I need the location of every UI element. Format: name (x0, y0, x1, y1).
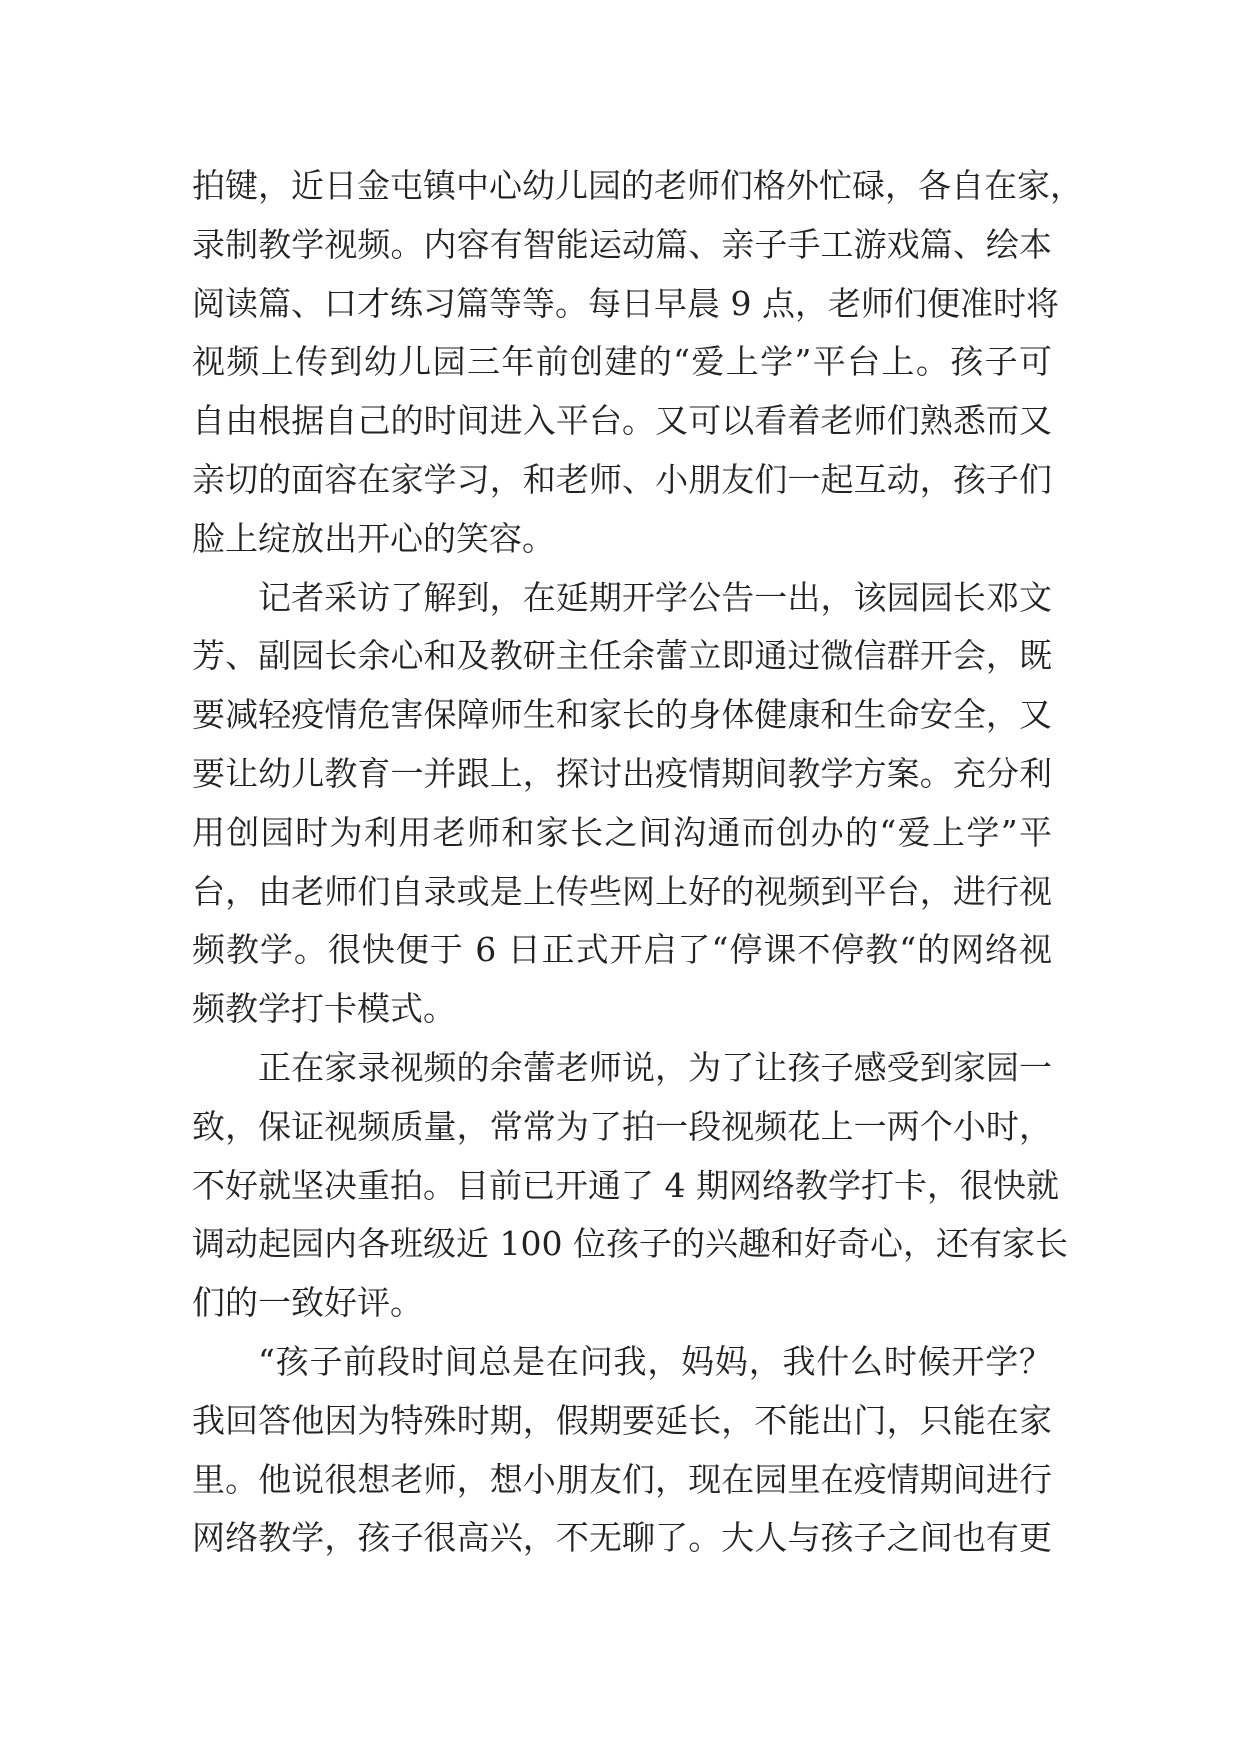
text-line: 阅读篇、口才练习篇等等。每日早晨 9 点，老师们便准时将 (192, 283, 1059, 323)
text-line: 要减轻疫情危害保障师生和家长的身体健康和生命安全，又 (192, 695, 1052, 735)
text-line: 致，保证视频质量，常常为了拍一段视频花上一两个小时， (192, 1106, 1052, 1146)
text-line: 们的一致好评。 (192, 1283, 423, 1323)
text-line: 视频上传到幼儿园三年前创建的“爱上学”平台上。孩子可 (192, 342, 1052, 382)
text-line: 正在家录视频的余蕾老师说，为了让孩子感受到家园一 (258, 1047, 1052, 1087)
text-line: 脸上绽放出开心的笑容。 (192, 518, 555, 558)
text-line: 不好就坚决重拍。目前已开通了 4 期网络教学打卡，很快就 (192, 1165, 1059, 1205)
text-line: 调动起园内各班级近 100 位孩子的兴趣和好奇心，还有家长 (192, 1224, 1068, 1264)
text-line: 芳、副园长余心和及教研主任余蕾立即通过微信群开会，既 (192, 636, 1052, 676)
text-line: 记者采访了解到，在延期开学公告一出，该园园长邓文 (258, 577, 1052, 617)
text-line: 用创园时为利用老师和家长之间沟通而创办的“爱上学”平 (192, 812, 1052, 852)
text-line: 拍键，近日金屯镇中心幼儿园的老师们格外忙碌，各自在家， (192, 166, 1083, 205)
text-line: 网络教学，孩子很高兴，不无聊了。大人与孩子之间也有更 (192, 1518, 1052, 1558)
text-line: 录制教学视频。内容有智能运动篇、亲子手工游戏篇、绘本 (192, 224, 1052, 264)
text-line: 亲切的面容在家学习，和老师、小朋友们一起互动，孩子们 (192, 459, 1052, 499)
text-line: 台，由老师们自录或是上传些网上好的视频到平台，进行视 (192, 871, 1052, 911)
text-line: 里。他说很想老师，想小朋友们，现在园里在疫情期间进行 (192, 1459, 1052, 1499)
text-line: 频教学打卡模式。 (192, 989, 456, 1029)
text-line: 自由根据自己的时间进入平台。又可以看着老师们熟悉而又 (192, 401, 1052, 441)
text-line: 频教学。很快便于 6 日正式开启了“停课不停教“的网络视 (192, 930, 1052, 970)
text-line: 要让幼儿教育一并跟上，探讨出疫情期间教学方案。充分利 (192, 753, 1052, 793)
article-body (192, 157, 1083, 1568)
text-line: “孩子前段时间总是在问我，妈妈，我什么时候开学？ (258, 1341, 1052, 1381)
text-line: 我回答他因为特殊时期，假期要延长，不能出门，只能在家 (192, 1400, 1052, 1440)
